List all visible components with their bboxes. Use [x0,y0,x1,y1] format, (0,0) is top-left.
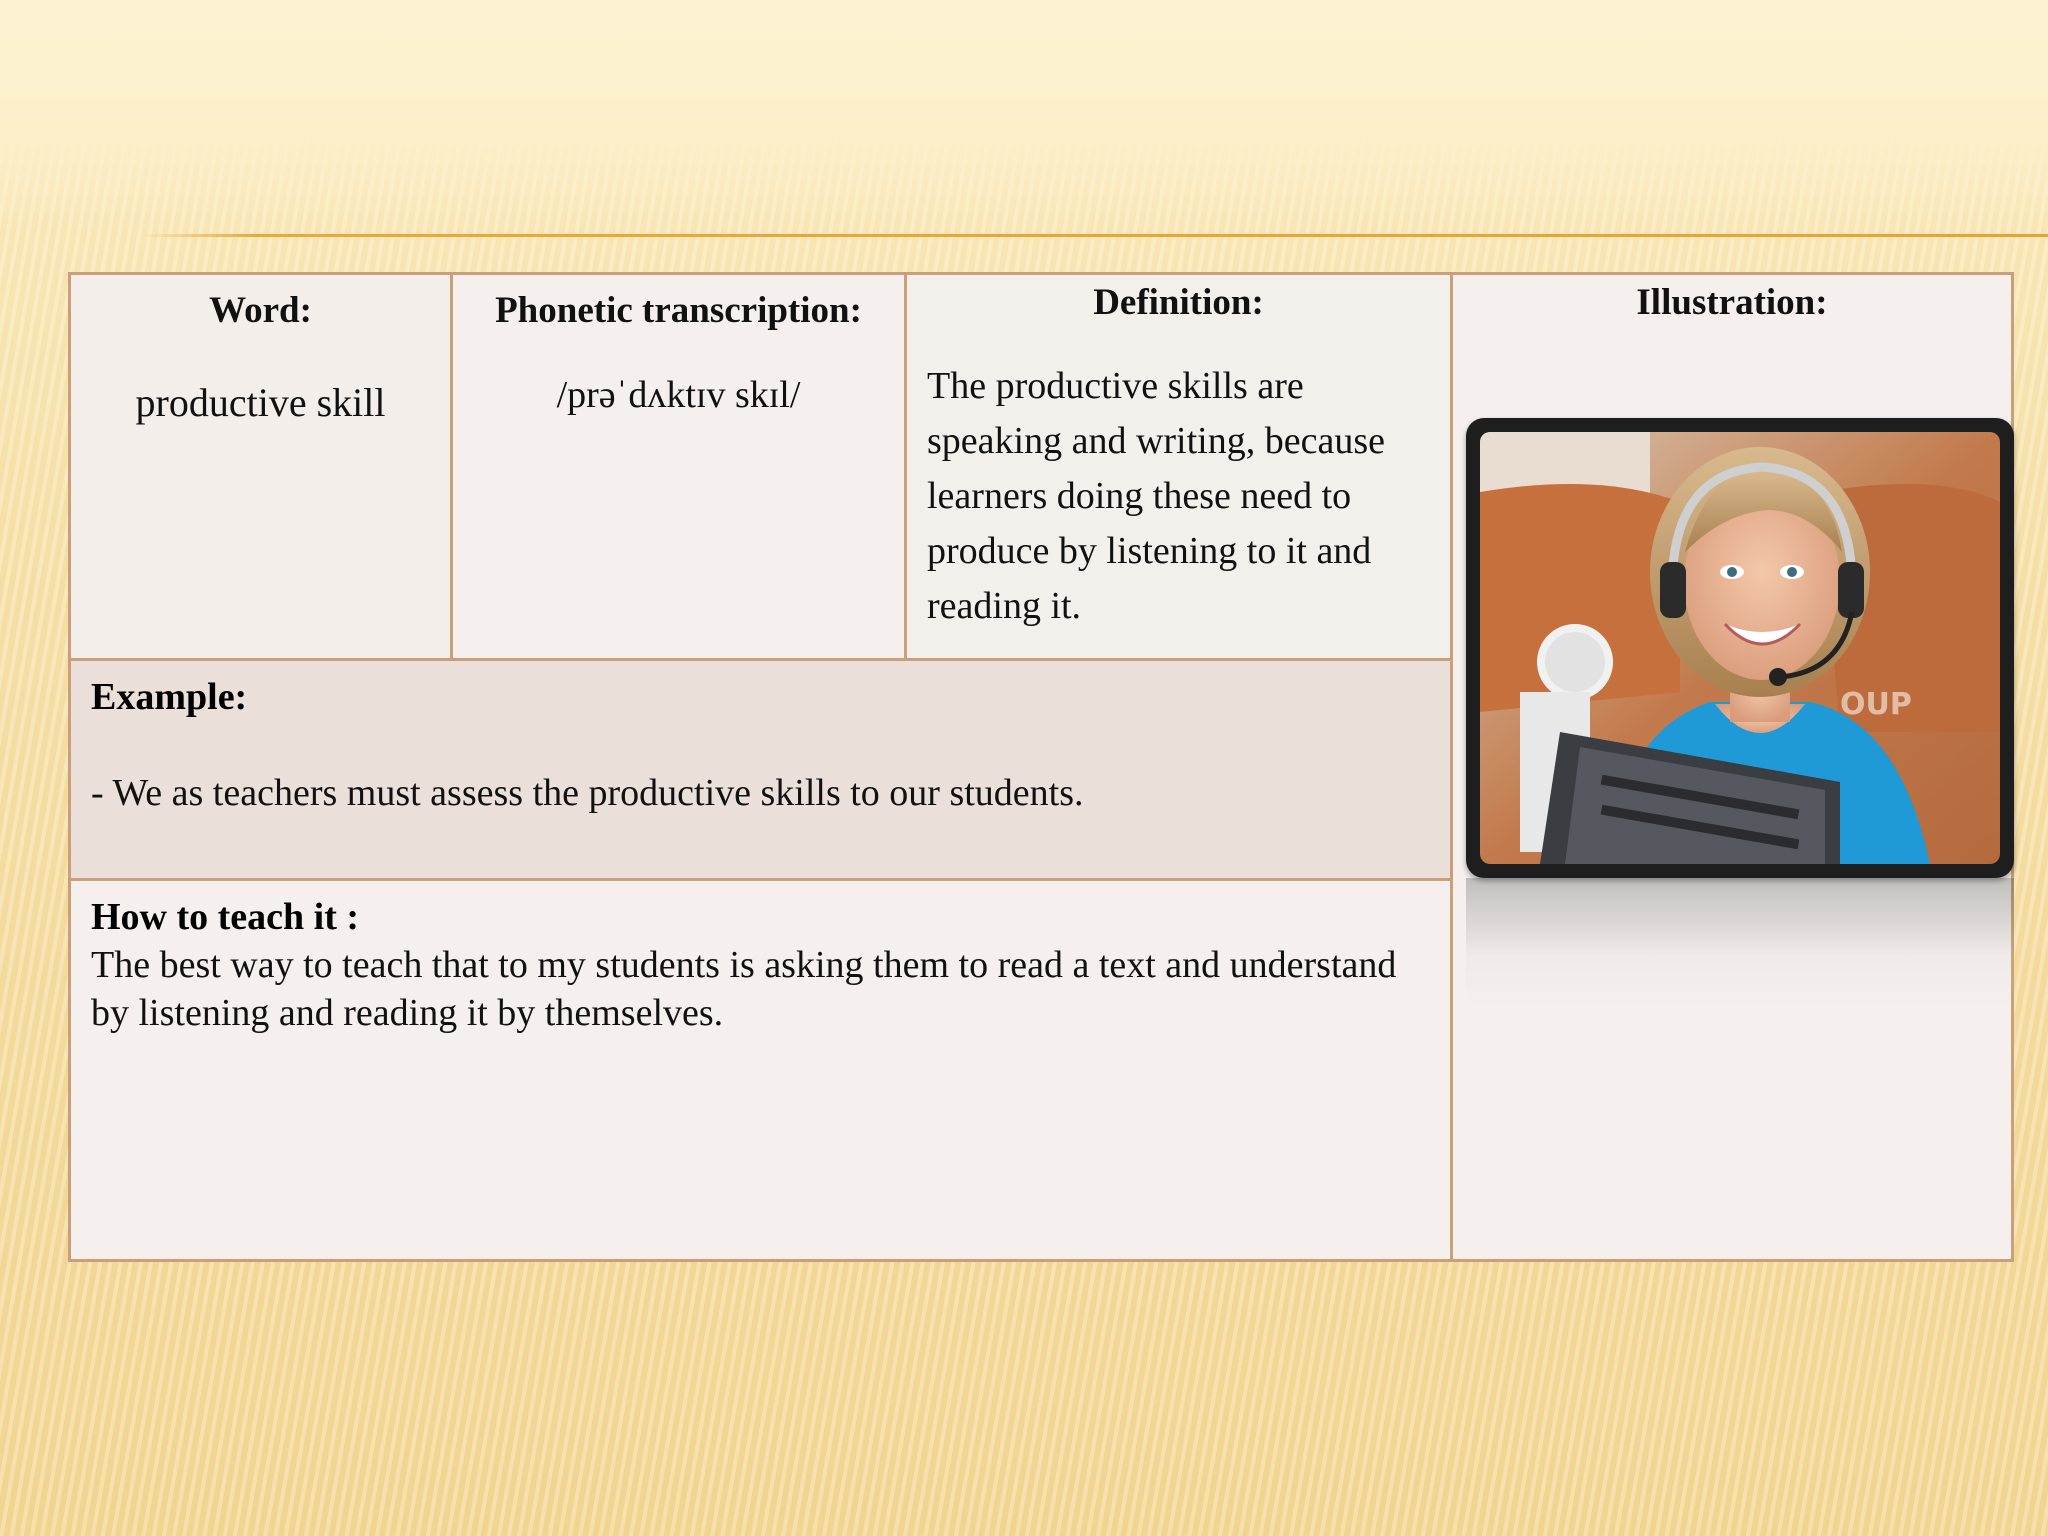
photo-reflection [1466,878,2014,1008]
illustration-photo [1466,418,2014,878]
how-to-teach-label: How to teach it : [91,896,360,938]
header-band [0,0,2048,230]
word-value: productive skill [135,380,386,425]
definition-header: Definition: [1093,282,1264,323]
example-value: - We as teachers must assess the productive skills to our students. [91,772,1084,814]
title-divider-line [140,234,2048,237]
phonetic-value: /prəˈdʌktɪv skɪl/ [556,374,801,416]
example-cell [71,661,1453,881]
illustration-header: Illustration: [1636,282,1828,323]
watermark-text: OUP [1840,687,1912,722]
how-to-teach-value: The best way to teach that to my students is asking them to read a text and understand by listening and reading it by themselves. [91,944,1397,1034]
phonetic-cell [453,275,907,661]
how-to-teach-cell [71,881,1453,1259]
definition-value: The productive skills are speaking and writing, because learners doing these need to produce by listening to it and reading it. [927,365,1385,627]
girl-with-headset-image [1480,432,2000,864]
definition-cell [907,275,1453,661]
word-cell [71,275,453,661]
example-label: Example: [91,676,248,718]
phonetic-header: Phonetic transcription: [495,290,862,331]
word-header: Word: [209,290,312,331]
